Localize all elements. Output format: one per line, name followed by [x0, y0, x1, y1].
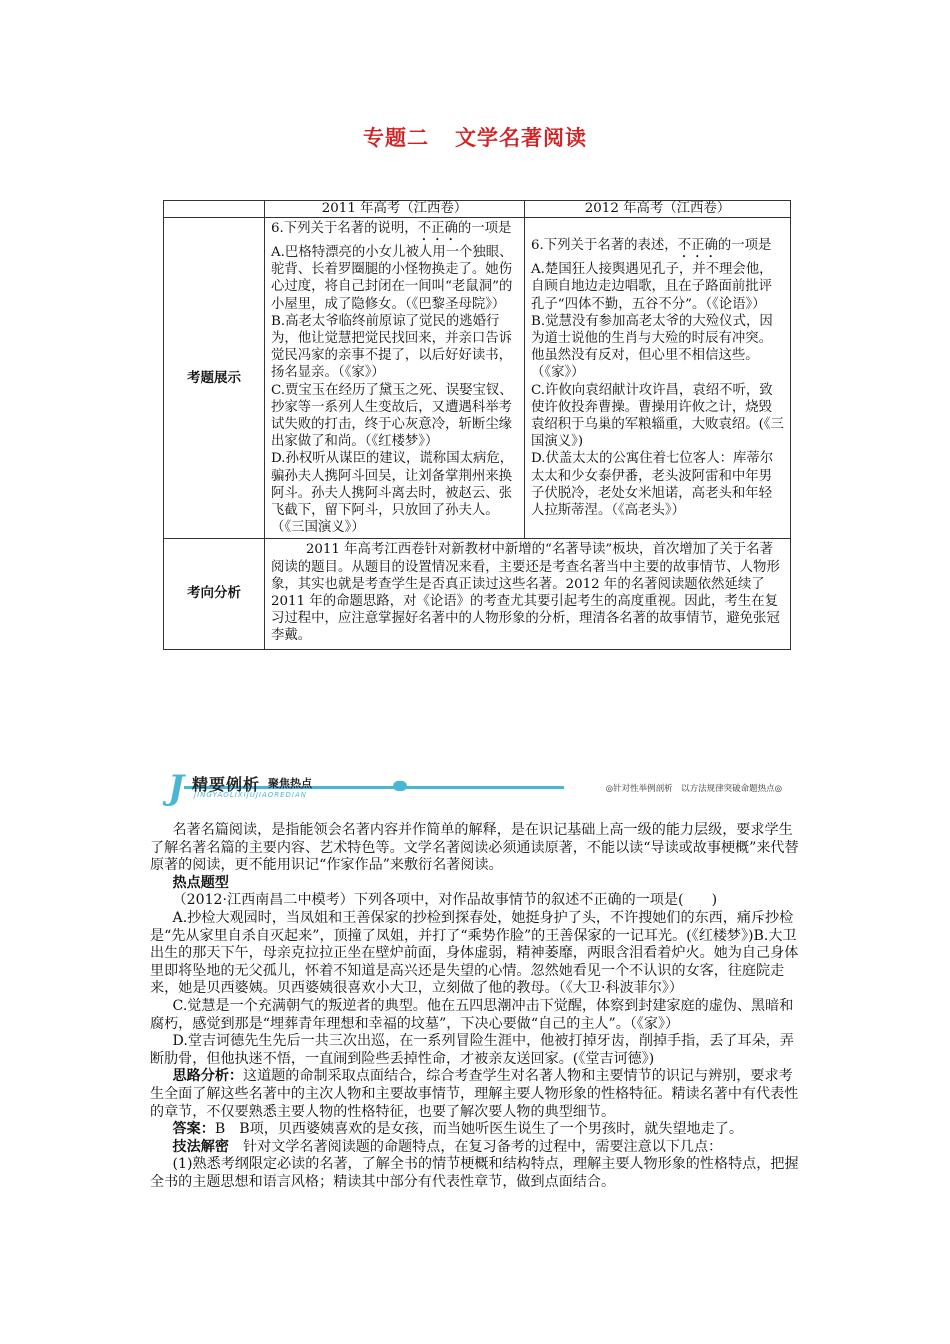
option-b: B.高老太爷临终前原谅了觉民的逃婚行为，他让觉慧把觉民找回来，并亲口告诉觉民冯家的亲事不提了，以后好好读书，扬名显亲。（《家》）	[271, 313, 513, 381]
main-content	[150, 822, 802, 1191]
row-label-exam: 考题展示	[164, 218, 265, 539]
analysis-text: 这道题的命制采取点面结合，综合考查学生对名著人物和主要情节的识记与辨别，要求考生全面了解这些名著中的主次人物和主要故事情节，理解主要人物形象的性格特征。精读名著中有代表性的章节，不仅要熟悉主要人物的性格特征，也要了解次要人物的典型细节。	[150, 1068, 799, 1120]
section-banner	[168, 768, 782, 808]
option-b: B.觉慧没有参加高老太爷的大殓仪式，因为道士说他的生肖与大殓的时辰有冲突。他虽然没有反对，但心里不相信这些。（《家》）	[531, 313, 773, 381]
option-d: D.伏盖太太的公寓住着七位客人：库蒂尔太太和少女泰伊番，老头波阿雷和中年男子伏脱冷，老处女米旭诺，高老头和年轻人拉斯蒂涅。（《高老头》）	[531, 451, 774, 519]
answer-label: 答案：	[172, 1121, 215, 1138]
option-a: A.巴格特漂亮的小女儿被人用一个独眼、驼背、长着罗圈腿的小怪物换走了。她伤心过度，将自己封闭在一间叫“老鼠洞”的小屋里，成了隐修女。（《巴黎圣母院》）	[271, 245, 513, 312]
analysis-label: 思路分析：	[172, 1068, 244, 1085]
question-2011	[265, 218, 525, 539]
table-corner	[164, 201, 265, 218]
technique-label: 技法解密	[172, 1138, 229, 1155]
banner-right-text: ◎针对性举例剖析 以方法规律突破命题热点◎	[605, 784, 782, 794]
question-2012	[525, 218, 791, 539]
question-text: （2012·江西南昌二中模考）下列各项中，对作品故事情节的叙述不正确的一项是( )	[172, 892, 718, 909]
table-row	[164, 218, 791, 539]
option-a: A.楚国狂人接舆遇见孔子，并不理会他，自顾自地边走边唱歌，且在子路面前批评孔子“四体不勤，五谷不分”。（《论语》）	[531, 262, 773, 312]
option-c: C.许攸向袁绍献计攻许昌，袁绍不听，致使许攸投奔曹操。曹操用许攸之计，烧毁袁绍积于乌巢的军粮辎重，大败袁绍。(《三国演义》)	[531, 382, 784, 450]
stem-emphasis: 不正确	[417, 221, 458, 236]
stem-text: 的一项是	[457, 221, 512, 236]
stem-text: 6.下列关于名著的说明，	[271, 221, 418, 236]
header-2012: 2012 年高考（江西卷）	[525, 201, 791, 218]
banner-title: 精要例析	[192, 775, 261, 794]
row-label-analysis: 考向分析	[164, 539, 265, 649]
option-c: C.觉慧是一个充满朝气的叛逆者的典型。他在五四思潮冲击下觉醒，体察到封建家庭的虚伪、黑暗和腐朽，感觉到那是“埋葬青年理想和幸福的坟墓”，下决心要做“自己的主人”。（《家》）	[150, 997, 794, 1032]
technique-text: 针对文学名著阅读题的命题特点，在复习备考的过程中，需要注意以下几点：	[228, 1138, 723, 1155]
title-part1: 专题二	[363, 126, 429, 150]
option-d: D.孙权听从谋臣的建议，谎称国太病危，骗孙夫人携阿斗回吴，让刘备掌荆州来换阿斗。孙夫人携阿斗离去时，被赵云、张飞截下，留下阿斗，只放回了孙夫人。（《三国演义》）	[271, 451, 514, 536]
answer-paragraph	[150, 1121, 802, 1139]
banner-subtitle: 聚焦热点	[268, 777, 312, 790]
stem-text: 6.下列关于名著的表述，	[531, 238, 678, 254]
analysis-text: 2011 年高考江西卷针对新教材中新增的“名著导读”板块，首次增加了关于名著阅读的题目。从题目的设置情况来看，主要还是考查名著当中主要的故事情节、人物形象，其实也就是考查学生是否真正读过这些名著。2012 年的名著阅读题依然延续了 2011 年的命题思路，对《论语》的考查尤其要引起考生的高度重视。因此，考生在复习过程中，应注意掌握好名著中的人物形象的分析，理清各名著的故事情节，避免张冠李戴。	[265, 539, 791, 649]
table-header-row	[164, 201, 791, 218]
stem-2012	[531, 237, 785, 261]
hot-topic-label: 热点题型	[172, 874, 229, 891]
banner-arrow-icon	[393, 781, 407, 791]
page-title	[0, 122, 950, 152]
analysis-paragraph	[150, 1068, 802, 1121]
stem-emphasis: 不正确	[677, 238, 718, 254]
intro-paragraph: 名著名篇阅读，是指能领会名著内容并作简单的解释，是在识记基础上高一级的能力层级，要求学生了解名著名篇的主要内容、艺术特色等。文学名著阅读必须通读原著，不能以读“导读或故事梗概”来代替原著的阅读，更不能用识记“作家作品”来敷衍名著阅读。	[150, 822, 799, 874]
title-part2: 文学名著阅读	[455, 126, 587, 150]
table-row	[164, 539, 791, 649]
answer-text: B B项，贝西婆姨喜欢的是女孩，而当她听医生说生了一个男孩时，就失望地走了。	[214, 1121, 743, 1138]
point-1: (1)熟悉考纲限定必读的名著，了解全书的情节梗概和结构特点，理解主要人物形象的性格特点，把握全书的主题思想和语言风格；精读其中部分有代表性章节，做到点面结合。	[150, 1156, 799, 1190]
stem-text: 的一项是	[717, 238, 772, 254]
technique-paragraph	[150, 1139, 802, 1157]
option-c: C.贾宝玉在经历了黛玉之死、误娶宝钗、抄家等一系列人生变故后，又遭遇科举考试失败的打击，终于心灰意冷，斩断尘缘出家做了和尚。（《红楼梦》）	[271, 382, 513, 450]
stem-2011	[271, 220, 519, 244]
exam-table	[163, 200, 791, 650]
banner-letter-icon: J	[168, 768, 185, 808]
header-2011: 2011 年高考（江西卷）	[265, 201, 525, 218]
option-a-b: A.抄检大观园时，当凤姐和王善保家的抄检到探春处，她挺身护了头，不许搜她们的东西，痛斥抄检是“先从家里自杀自灭起来”，顶撞了凤姐，并打了“乘势作脸”的王善保家的一记耳光。(《红楼梦》)B.大卫出生的那天下午，母亲克拉拉正坐在壁炉前面，身体虚弱，精神萎靡，两眼含泪看着炉火。她为自己身体里即将坠地的无父孤儿，怀着不知道是高兴还是失望的心情。忽然她看见一个不认识的女客，往庭院走来，她是贝西婆姨。贝西婆姨很喜欢小大卫，立刻做了他的教母。（《大卫·科波菲尔》）	[150, 909, 799, 997]
option-d: D.堂吉诃德先生先后一共三次出巡，在一系列冒险生涯中，他被打掉牙齿，削掉手指，丢了耳朵，弄断肋骨，但他执迷不悟，一直闹到险些丢掉性命，才被亲友送回家。(《堂吉诃德》)	[150, 1033, 794, 1067]
banner-pinyin: JINGYAOLIXIJUJIAOREDIAN	[194, 791, 308, 799]
